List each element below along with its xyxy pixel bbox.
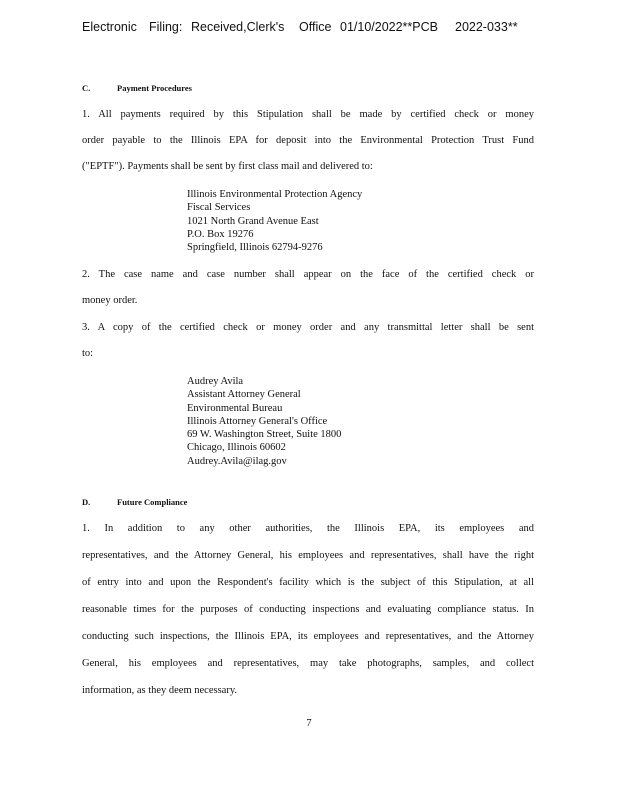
- para-d1-line-6: General, his employees and representatives, may take photographs, samples, and collect: [82, 658, 534, 669]
- epa-address-block: [187, 188, 362, 254]
- address-line: Illinois Environmental Protection Agency: [187, 189, 363, 200]
- para-c2-line-2: money order.: [82, 295, 138, 306]
- header-number: 2022-033**: [455, 20, 518, 34]
- filing-stamp-header: [0, 20, 618, 38]
- para-d1-line-7: information, as they deem necessary.: [82, 685, 238, 696]
- section-d-title: Future Compliance: [117, 497, 188, 507]
- page-number: 7: [306, 718, 312, 729]
- para-c3-line-2: to:: [82, 348, 94, 359]
- para-d1-line-3: of entry into and upon the Respondent's facility which is the subject of this Stipulation, at all: [82, 577, 534, 588]
- section-c-title: Payment Procedures: [117, 83, 192, 93]
- address-line: 69 W. Washington Street, Suite 1800: [187, 429, 342, 441]
- address-line: Springfield, Illinois 62794-9276: [187, 242, 323, 254]
- address-line: Assistant Attorney General: [187, 389, 301, 401]
- section-c-letter: C.: [82, 83, 91, 93]
- address-line: 1021 North Grand Avenue East: [187, 215, 319, 227]
- address-line: Chicago, Illinois 60602: [187, 442, 286, 454]
- para-c1-line-3: ("EPTF"). Payments shall be sent by first class mail and delivered to:: [82, 161, 373, 172]
- address-line: Illinois Attorney General's Office: [187, 415, 328, 427]
- attorney-general-address-block: [187, 375, 341, 468]
- para-c2-line-1: 2. The case name and case number shall appear on the face of the certified check or: [82, 269, 534, 280]
- para-d1-line-4: reasonable times for the purposes of conducting inspections and evaluating compliance status. In: [82, 604, 534, 615]
- para-c3-line-1: 3. A copy of the certified check or money order and any transmittal letter shall be sent: [82, 322, 534, 333]
- address-line: P.O. Box 19276: [187, 228, 254, 240]
- header-date: 01/10/2022**PCB: [340, 20, 438, 34]
- header-received: Received,Clerk's: [191, 20, 285, 34]
- header-electronic: Electronic: [82, 20, 137, 34]
- para-d1-line-5: conducting such inspections, the Illinois EPA, its employees and representatives, and the Attorney: [82, 631, 534, 642]
- address-line: Audrey Avila: [187, 376, 244, 387]
- header-filing: Filing:: [149, 20, 183, 34]
- header-office: Office: [299, 20, 332, 34]
- address-line: Environmental Bureau: [187, 402, 283, 414]
- para-d1-line-2: representatives, and the Attorney General, his employees and representatives, shall have the right: [82, 550, 534, 561]
- para-d1-line-1: 1. In addition to any other authorities, the Illinois EPA, its employees and: [82, 523, 534, 534]
- section-d-letter: D.: [82, 497, 91, 507]
- para-c1-line-2: order payable to the Illinois EPA for deposit into the Environmental Protection Trust Fund: [82, 135, 534, 146]
- para-c1-line-1: 1. All payments required by this Stipulation shall be made by certified check or money: [82, 109, 534, 120]
- email-address: Audrey.Avila@ilag.gov: [187, 455, 287, 467]
- address-line: Fiscal Services: [187, 202, 251, 214]
